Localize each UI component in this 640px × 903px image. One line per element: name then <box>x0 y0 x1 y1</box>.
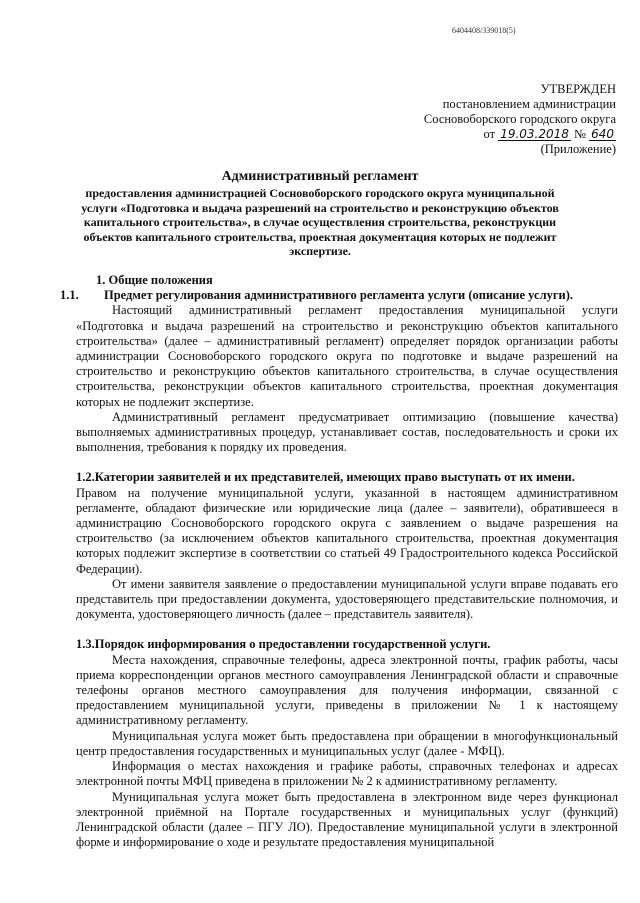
paragraph: Места нахождения, справочные телефоны, адреса электронной почты, график работы, часы приема корреспонденции органов местного самоуправления Ленинградской области и справочные телефоны органов местного самоуправления для получения информации, связанной с предоставлением муниципальной услуги, приведены в приложении № 1 к настоящему административному регламенту. <box>76 652 618 728</box>
approval-date-line <box>484 127 617 142</box>
section-heading: 1. Общие положения <box>96 273 213 287</box>
document-body <box>60 273 618 850</box>
subsection-number: 1.1. <box>60 288 79 303</box>
paragraph: Административный регламент предусматривает оптимизацию (повышение качества) выполняемых административных процедур, устанавливает состав, последовательность и сроки их выполнения, требования к порядку их проведения. <box>76 409 618 455</box>
subsection-1-1-heading <box>60 288 618 303</box>
subsection-1-3-heading: 1.3.Порядок информирования о предоставлении государственной услуги. <box>76 637 491 652</box>
subsection-title: Предмет регулирования административного регламента услуги (описание услуги). <box>104 288 574 303</box>
document-subtitle: предоставления администрацией Сосновоборского городского округа муниципальной услуги «Подготовка и выдача разрешений на строительство и реконструкцию объектов капитального строительства», в случае осуществления строительства, реконструкции объектов капитального строительства, проектная документация которых не подлежит экспертизе. <box>81 186 559 259</box>
document-code: 6404408/339018(5) <box>452 26 516 35</box>
approval-line-2: Сосновоборского городского округа <box>423 112 616 126</box>
number-prefix: № <box>574 127 586 141</box>
paragraph: Муниципальная услуга может быть предоставлена в электронном виде через функционал электронной приёмной на Портале государственных и муниципальных услуг (функций) Ленинградской области (далее – ПГУ ЛО). Предоставление муниципальной услуги в электронной форме и информирование о ходе и результате предоставления муниципальной <box>76 789 618 850</box>
paragraph: Информация о местах нахождения и графике работы, справочных телефонах и адресах электронной почты МФЦ приведена в приложении № 2 к административному регламенту. <box>76 759 618 789</box>
date-prefix: от <box>483 127 496 141</box>
paragraph: Настоящий административный регламент предоставления муниципальной услуги «Подготовка и выдача разрешений на строительство и реконструкцию объектов капитального строительства» (далее – административный регламент) определяет порядок организации работы администрации Сосновоборского городского округа по подготовке и выдаче разрешений на строительство и реконструкцию объектов капитального строительства, в случае осуществления строительства, реконструкции объектов капитального строительства, проектная документация которых не подлежит экспертизе. <box>76 303 618 409</box>
approval-number: 640 <box>591 127 614 141</box>
approval-date: 19.03.2018 <box>500 127 569 141</box>
paragraph: Муниципальная услуга может быть предоставлена при обращении в многофункциональный центр предоставления государственных и муниципальных услуг (далее - МФЦ). <box>76 728 618 758</box>
paragraph: От имени заявителя заявление о предоставлении муниципальной услуги вправе подавать его представитель при предоставлении документа, удостоверяющего представительские полномочия, и документа, удостоверяющего личность (далее – представитель заявителя). <box>76 576 618 622</box>
document-title: Административный регламент <box>221 169 419 184</box>
approval-line-1: постановлением администрации <box>442 97 616 111</box>
paragraph: Правом на получение муниципальной услуги, указанной в настоящем административном регламенте, обладают физические или юридические лица (далее – заявители), обратившееся в администрацию Сосновоборского городского округа с заявлением о выдаче разрешения на строительство (за исключением объектов капитального строительства, проектная документация которых подлежит экспертизе в соответствии со статьей 49 Градостроительного кодекса Российской Федерации). <box>76 485 618 576</box>
subsection-1-2-heading: 1.2.Категории заявителей и их представителей, имеющих право выступать от их имени. <box>76 470 575 485</box>
approval-appendix: (Приложение) <box>540 142 616 156</box>
approval-heading: УТВЕРЖДЕН <box>540 82 616 96</box>
